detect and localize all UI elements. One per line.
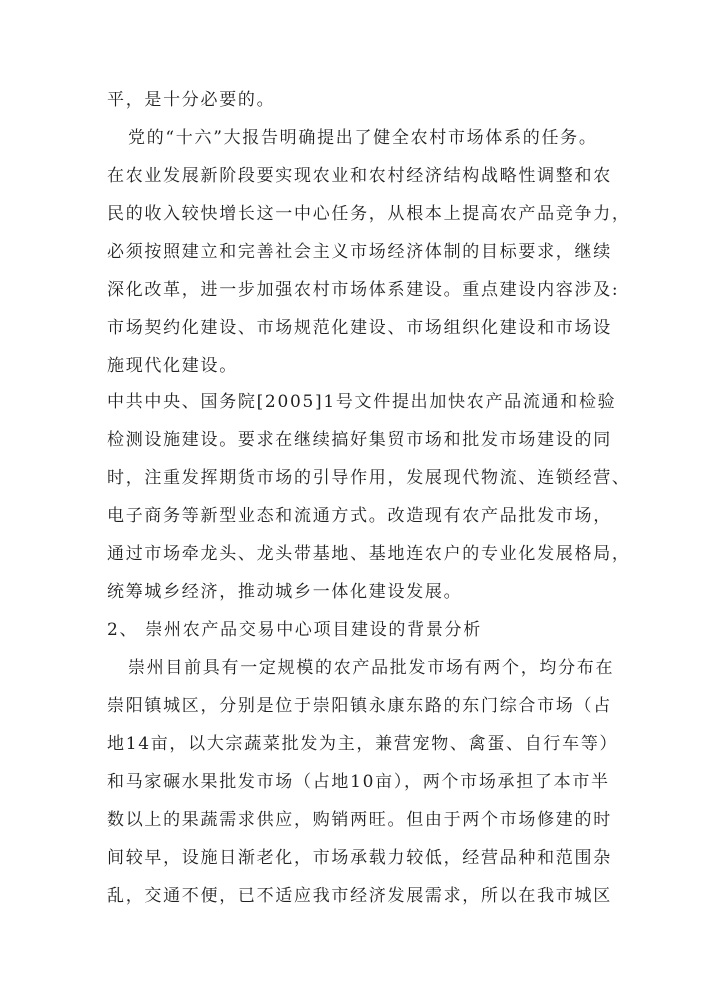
- text-line-3: 在农业发展新阶段要实现农业和农村经济结构战略性调整和农: [107, 166, 612, 186]
- text-line-6: 深化改革，进一步加强农村市场体系建设。重点建设内容涉及:: [107, 280, 620, 300]
- text-line-21: 间较早，设施日渐老化，市场承载力较低，经营品种和范围杂: [107, 848, 612, 868]
- text-line-16: 崇州目前具有一定规模的农产品批发市场有两个，均分布在: [128, 658, 615, 678]
- text-line-7: 市场契约化建设、市场规范化建设、市场组织化建设和市场设: [107, 318, 612, 338]
- text-line-10: 检测设施建设。要求在继续搞好集贸市场和批发市场建设的同: [107, 430, 612, 450]
- text-line-4: 民的收入较快增长这一中心任务，从根本上提高农产品竞争力，: [107, 204, 631, 224]
- text-line-8: 施现代化建设。: [107, 356, 238, 376]
- text-line-2: 党的“十六”大报告明确提出了健全农村市场体系的任务。: [128, 128, 598, 148]
- text-line-9: 中共中央、国务院[2005]1号文件提出加快农产品流通和检验: [107, 392, 617, 412]
- text-line-11: 时，注重发挥期货市场的引导作用，发展现代物流、连锁经营、: [107, 468, 631, 488]
- text-line-14: 统筹城乡经济，推动城乡一体化建设发展。: [107, 582, 463, 602]
- text-line-20: 数以上的果蔬需求供应，购销两旺。但由于两个市场修建的时: [107, 810, 612, 830]
- section-heading: 2、 崇州农产品交易中心项目建设的背景分析: [107, 620, 482, 640]
- text-line-19: 和马家碾水果批发市场（占地10亩），两个市场承担了本市半: [107, 772, 610, 792]
- text-line-5: 必须按照建立和完善社会主义市场经济体制的目标要求，继续: [107, 242, 612, 262]
- text-line-22: 乱，交通不便，已不适应我市经济发展需求，所以在我市城区: [107, 886, 612, 906]
- text-line-12: 电子商务等新型业态和流通方式。改造现有农产品批发市场，: [107, 506, 612, 526]
- text-line-1: 平，是十分必要的。: [107, 90, 276, 110]
- text-line-17: 崇阳镇城区，分别是位于崇阳镇永康东路的东门综合市场（占: [107, 696, 612, 716]
- text-line-18: 地14亩，以大宗蔬菜批发为主，兼营宠物、禽蛋、自行车等）: [107, 734, 619, 754]
- text-line-13: 通过市场牵龙头、龙头带基地、基地连农户的专业化发展格局，: [107, 544, 631, 564]
